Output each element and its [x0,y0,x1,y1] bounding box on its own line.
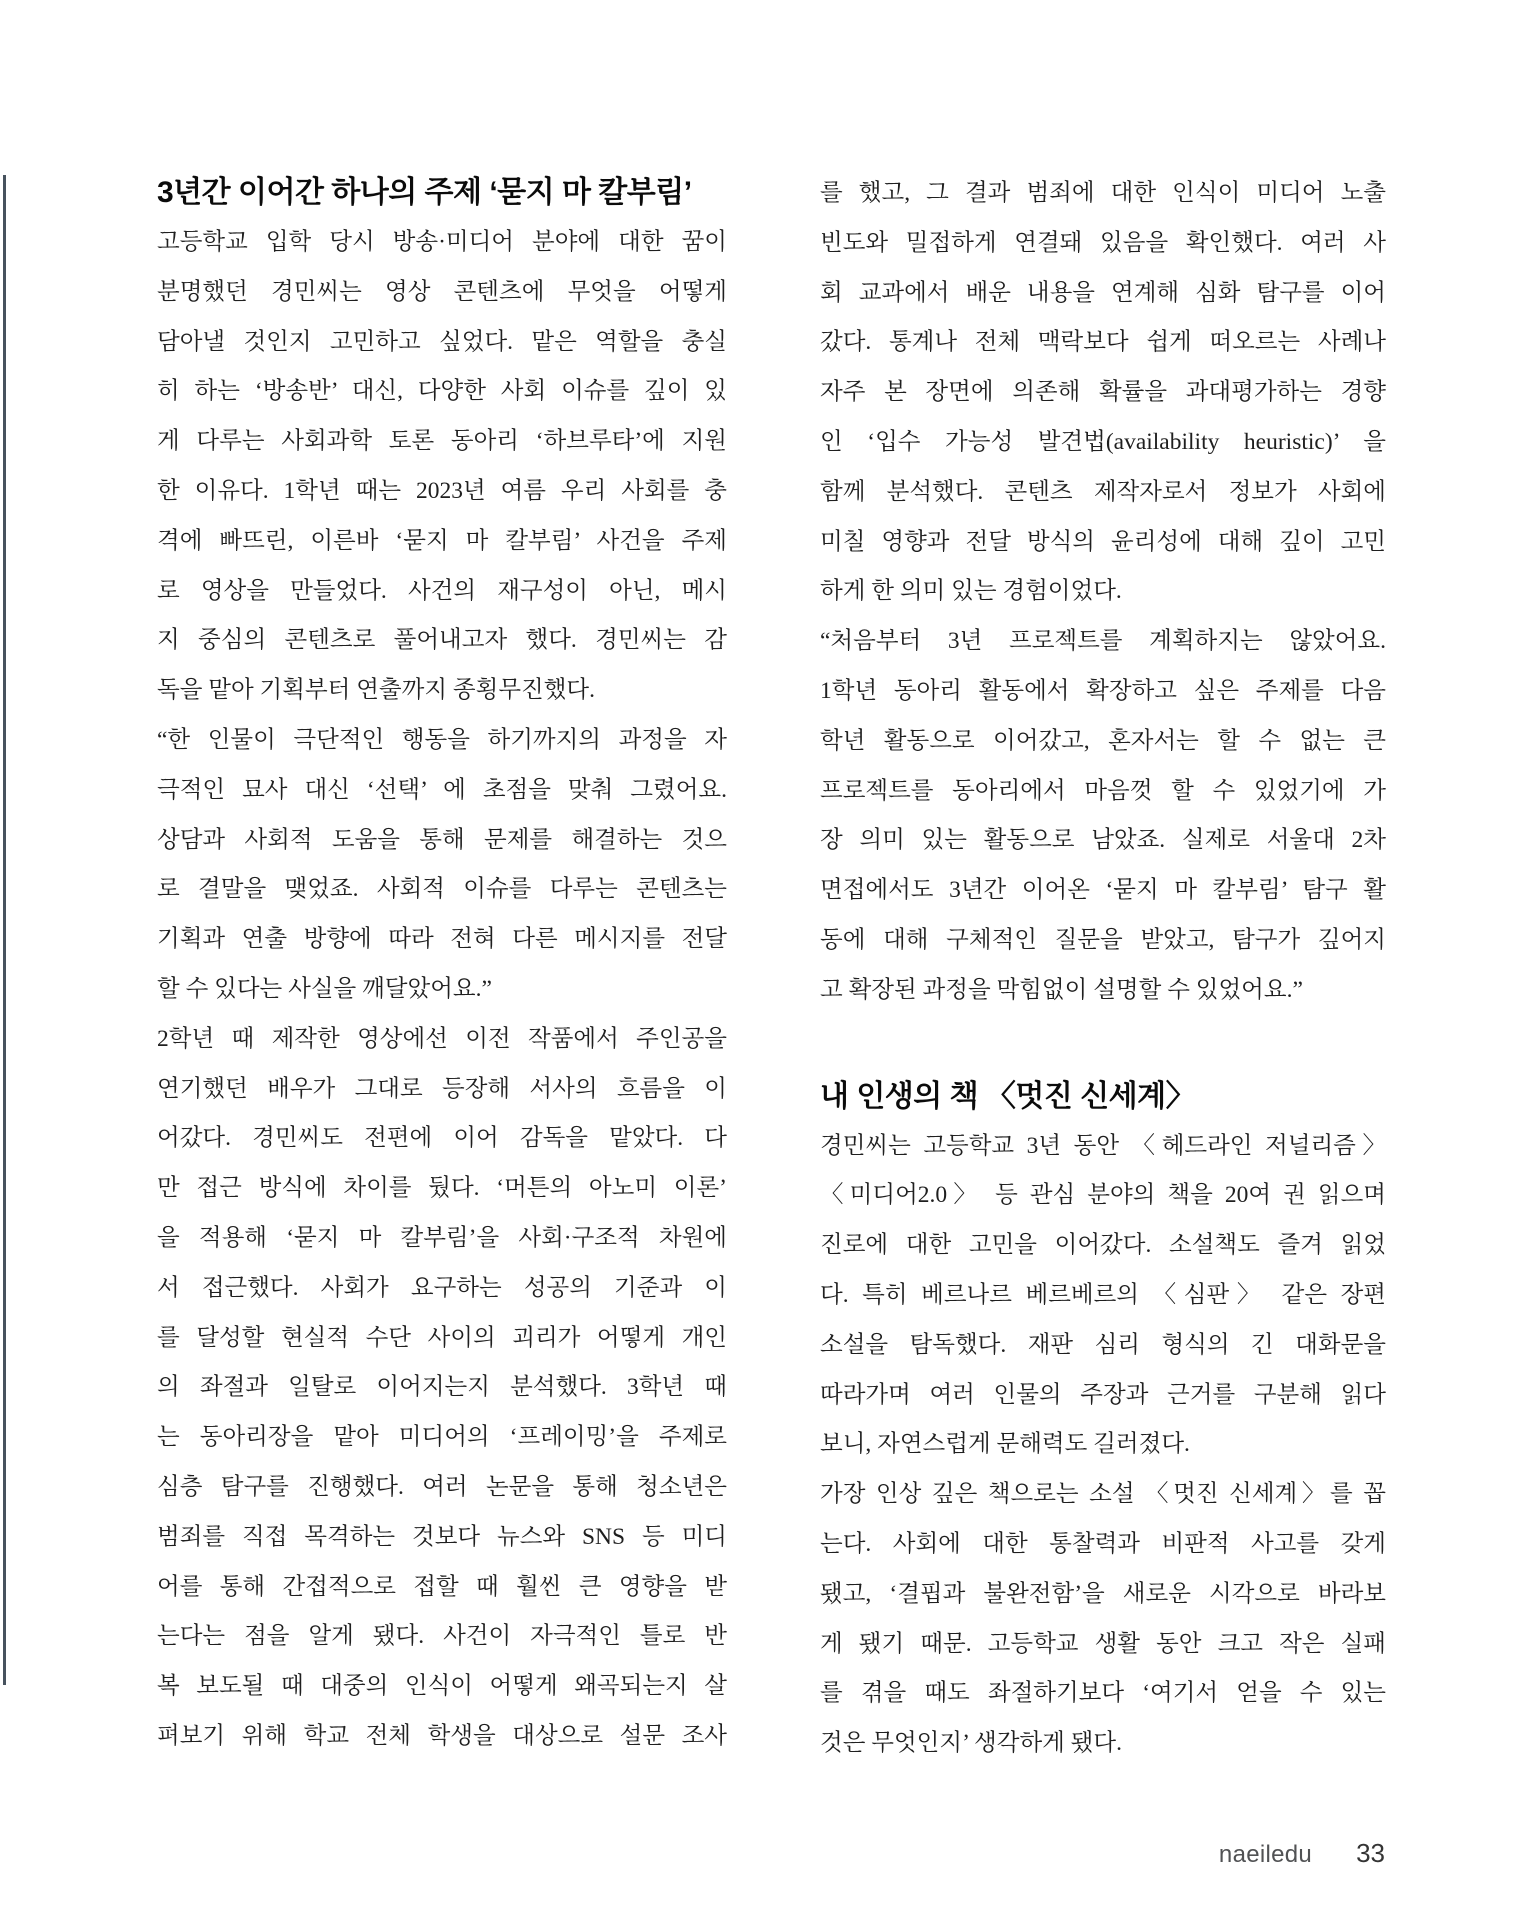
body-line: 는다는 점을 알게 됐다. 사건이 자극적인 틀로 반 [157,1623,727,1650]
body-line: 인 ‘입수 가능성 발견법(availability heuristic)’ 을 [820,428,1386,455]
body-line: 지 중심의 콘텐츠로 풀어내고자 했다. 경민씨는 감 [157,627,727,654]
body-line: 서 접근했다. 사회가 요구하는 성공의 기준과 이 [157,1274,727,1301]
right-column [820,169,1386,1769]
body-line: 학년 활동으로 이어갔고, 혼자서는 할 수 없는 큰 [820,727,1386,754]
body-line: 보니, 자연스럽게 문해력도 길러졌다. [820,1431,1190,1458]
body-line: 자주 본 장면에 의존해 확률을 과대평가하는 경향 [820,379,1386,406]
body-line: 고 확장된 과정을 막힘없이 설명할 수 있었어요.” [820,976,1303,1003]
body-line: 극적인 묘사 대신 ‘선택’ 에 초점을 맞춰 그렸어요. [157,776,727,803]
body-line: 의 좌절과 일탈로 이어지는지 분석했다. 3학년 때 [157,1374,727,1401]
body-line: 를 했고, 그 결과 범죄에 대한 인식이 미디어 노출 [820,180,1386,206]
body-line: 히 하는 ‘방송반’ 대신, 다양한 사회 이슈를 깊이 있 [157,378,727,405]
body-line: 동에 대해 구체적인 질문을 받았고, 탐구가 깊어지 [820,926,1386,953]
left-edge-rule [3,175,6,1685]
body-line: 프로젝트를 동아리에서 마음껏 할 수 있었기에 가 [820,777,1386,804]
body-line: 로 결말을 맺었죠. 사회적 이슈를 다루는 콘텐츠는 [157,876,727,903]
body-line: 따라가며 여러 인물의 주장과 근거를 구분해 읽다 [820,1381,1386,1408]
body-line: 게 다루는 사회과학 토론 동아리 ‘하브루타’에 지원 [157,428,727,455]
section-title-left: 3년간 이어간 하나의 주제 ‘묻지 마 칼부림’ [157,176,692,209]
body-line: 를 달성할 현실적 수단 사이의 괴리가 어떻게 개인 [157,1324,727,1351]
page-number: 33 [1356,1838,1385,1868]
body-line: 회 교과에서 배운 내용을 연계해 심화 탐구를 이어 [820,279,1386,306]
body-line: 연기했던 배우가 그대로 등장해 서사의 흐름을 이 [157,1075,727,1102]
body-line: 범죄를 직접 목격하는 것보다 뉴스와 SNS 등 미디 [157,1523,727,1550]
right-column-body-top [820,169,1386,1016]
body-line: 하게 한 의미 있는 경험이었다. [820,578,1122,605]
body-line: 됐고, ‘결핍과 불완전함’을 새로운 시각으로 바라보 [820,1580,1386,1607]
body-line: 는 동아리장을 맡아 미디어의 ‘프레이밍’을 주제로 [157,1424,727,1451]
body-line: 경민씨는 고등학교 3년 동안 〈헤드라인 저널리즘〉 [820,1132,1386,1159]
body-line: 것은 무엇인지’ 생각하게 됐다. [820,1730,1122,1757]
left-column [157,168,727,1762]
body-line: 어를 통해 간접적으로 접할 때 훨씬 큰 영향을 받 [157,1573,727,1600]
body-line: 다. 특히 베르나르 베르베르의 〈심판〉 같은 장편 [820,1281,1386,1308]
body-line: 만 접근 방식에 차이를 뒀다. ‘머튼의 아노미 이론’ [157,1175,727,1202]
body-line: “한 인물이 극단적인 행동을 하기까지의 과정을 자 [157,726,727,753]
body-line: 한 이유다. 1학년 때는 2023년 여름 우리 사회를 충 [157,477,727,504]
body-line: 기획과 연출 방향에 따라 전혀 다른 메시지를 전달 [157,926,727,953]
body-line: 어갔다. 경민씨도 전편에 이어 감독을 맡았다. 다 [157,1125,727,1152]
body-line: 2학년 때 제작한 영상에선 이전 작품에서 주인공을 [157,1025,727,1052]
body-line: 빈도와 밀접하게 연결돼 있음을 확인했다. 여러 사 [820,229,1386,256]
brand-name: naeiledu [1218,1841,1313,1868]
body-line: 을 적용해 ‘묻지 마 칼부림’을 사회·구조적 차원에 [157,1224,727,1251]
body-line: 는다. 사회에 대한 통찰력과 비판적 사고를 갖게 [820,1530,1386,1557]
right-column-body-bottom [820,1122,1386,1769]
body-line: 독을 맡아 기획부터 연출까지 종횡무진했다. [157,677,595,704]
section-title-right: 내 인생의 책 〈멋진 신세계〉 [820,1079,1196,1113]
left-column-body [157,218,727,1762]
body-line: 고등학교 입학 당시 방송·미디어 분야에 대한 꿈이 [157,229,727,255]
body-line: 1학년 동아리 활동에서 확장하고 싶은 주제를 다음 [820,677,1386,704]
body-line: 담아낼 것인지 고민하고 싶었다. 맡은 역할을 충실 [157,328,727,355]
body-line: 분명했던 경민씨는 영상 콘텐츠에 무엇을 어떻게 [157,278,727,305]
body-line: 갔다. 통계나 전체 맥락보다 쉽게 떠오르는 사례나 [820,329,1386,356]
body-line: “처음부터 3년 프로젝트를 계획하지는 않았어요. [820,628,1386,655]
body-line: 상담과 사회적 도움을 통해 문제를 해결하는 것으 [157,826,727,853]
body-line: 미칠 영향과 전달 방식의 윤리성에 대해 깊이 고민 [820,528,1386,555]
body-line: 게 됐기 때문. 고등학교 생활 동안 크고 작은 실패 [820,1630,1386,1657]
body-line: 를 겪을 때도 좌절하기보다 ‘여기서 얻을 수 있는 [820,1680,1386,1707]
body-line: 심층 탐구를 진행했다. 여러 논문을 통해 청소년은 [157,1473,727,1500]
body-line: 〈미디어2.0〉 등 관심 분야의 책을 20여 권 읽으며 [820,1182,1386,1209]
page-footer [1219,1838,1385,1869]
body-line: 소설을 탐독했다. 재판 심리 형식의 긴 대화문을 [820,1331,1386,1358]
body-line: 장 의미 있는 활동으로 남았죠. 실제로 서울대 2차 [820,827,1386,854]
body-line: 진로에 대한 고민을 이어갔다. 소설책도 즐겨 읽었 [820,1232,1386,1259]
body-line: 할 수 있다는 사실을 깨달았어요.” [157,975,492,1002]
body-line: 함께 분석했다. 콘텐츠 제작자로서 정보가 사회에 [820,478,1386,505]
body-line: 펴보기 위해 학교 전체 학생을 대상으로 설문 조사 [157,1722,727,1749]
body-line: 복 보도될 때 대중의 인식이 어떻게 왜곡되는지 살 [157,1673,727,1700]
body-line: 격에 빠뜨린, 이른바 ‘묻지 마 칼부림’ 사건을 주제 [157,527,727,554]
body-line: 로 영상을 만들었다. 사건의 재구성이 아닌, 메시 [157,577,727,604]
body-line: 가장 인상 깊은 책으로는 소설 〈멋진 신세계〉를 꼽 [820,1481,1386,1508]
body-line: 면접에서도 3년간 이어온 ‘묻지 마 칼부림’ 탐구 활 [820,877,1386,904]
